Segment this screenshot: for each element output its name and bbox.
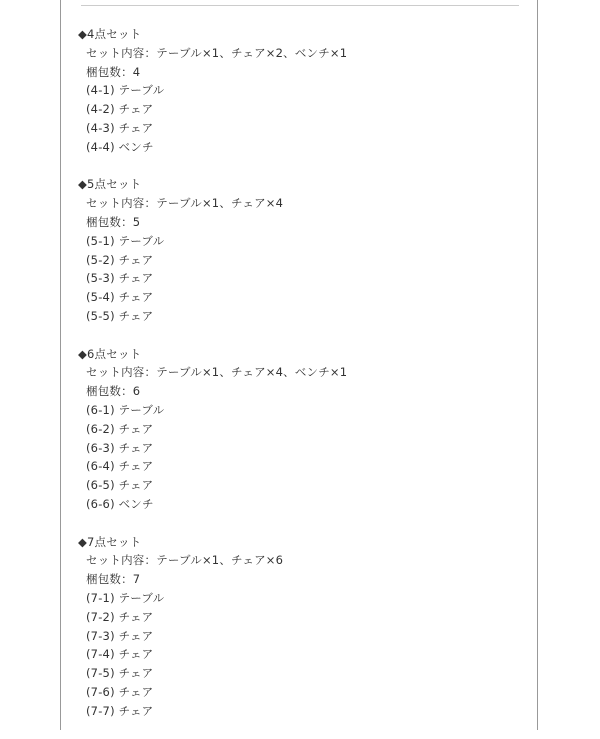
package-count: 梱包数：5: [86, 214, 141, 229]
set-contents: セット内容：テーブル×1、チェア×4、ベンチ×1: [86, 365, 348, 380]
set-heading: ◆5点セット: [78, 177, 142, 192]
set-contents: セット内容：テーブル×1、チェア×2、ベンチ×1: [86, 45, 348, 60]
package-item: (5-2) チェア: [86, 252, 154, 267]
set-list: [78, 25, 518, 739]
package-item: (7-2) チェア: [86, 609, 154, 624]
package-item: (7-4) チェア: [86, 647, 154, 662]
product-set-panel: [60, 0, 538, 730]
package-item: (6-6) ベンチ: [86, 496, 154, 511]
package-item: (4-1) テーブル: [86, 83, 165, 98]
set-block-4: [78, 25, 518, 157]
package-item: (6-4) チェア: [86, 459, 154, 474]
package-count: 梱包数：4: [86, 64, 141, 79]
set-heading: ◆7点セット: [78, 534, 142, 549]
package-item: (7-5) チェア: [86, 666, 154, 681]
set-block-6: [78, 345, 518, 514]
package-count: 梱包数：7: [86, 572, 141, 587]
package-item: (6-1) テーブル: [86, 402, 165, 417]
package-item: (5-3) チェア: [86, 271, 154, 286]
package-item: (5-1) テーブル: [86, 233, 165, 248]
package-item: (6-5) チェア: [86, 478, 154, 493]
package-item: (4-2) チェア: [86, 102, 154, 117]
package-item: (7-7) チェア: [86, 703, 154, 718]
package-count: 梱包数：6: [86, 384, 141, 399]
set-heading: ◆4点セット: [78, 27, 142, 41]
set-heading: ◆6点セット: [78, 346, 142, 361]
set-contents: セット内容：テーブル×1、チェア×4: [86, 196, 284, 211]
package-item: (5-4) チェア: [86, 290, 154, 305]
package-item: (7-3) チェア: [86, 628, 154, 643]
package-item: (7-6) チェア: [86, 684, 154, 699]
package-item: (4-3) チェア: [86, 120, 154, 135]
set-contents: セット内容：テーブル×1、チェア×6: [86, 553, 284, 568]
top-divider: [81, 5, 519, 6]
package-item: (6-2) チェア: [86, 421, 154, 436]
set-block-5: [78, 175, 518, 325]
package-item: (6-3) チェア: [86, 440, 154, 455]
package-item: (5-5) チェア: [86, 308, 154, 323]
package-item: (7-1) テーブル: [86, 590, 165, 605]
set-block-7: [78, 533, 518, 721]
package-item: (4-4) ベンチ: [86, 139, 154, 154]
